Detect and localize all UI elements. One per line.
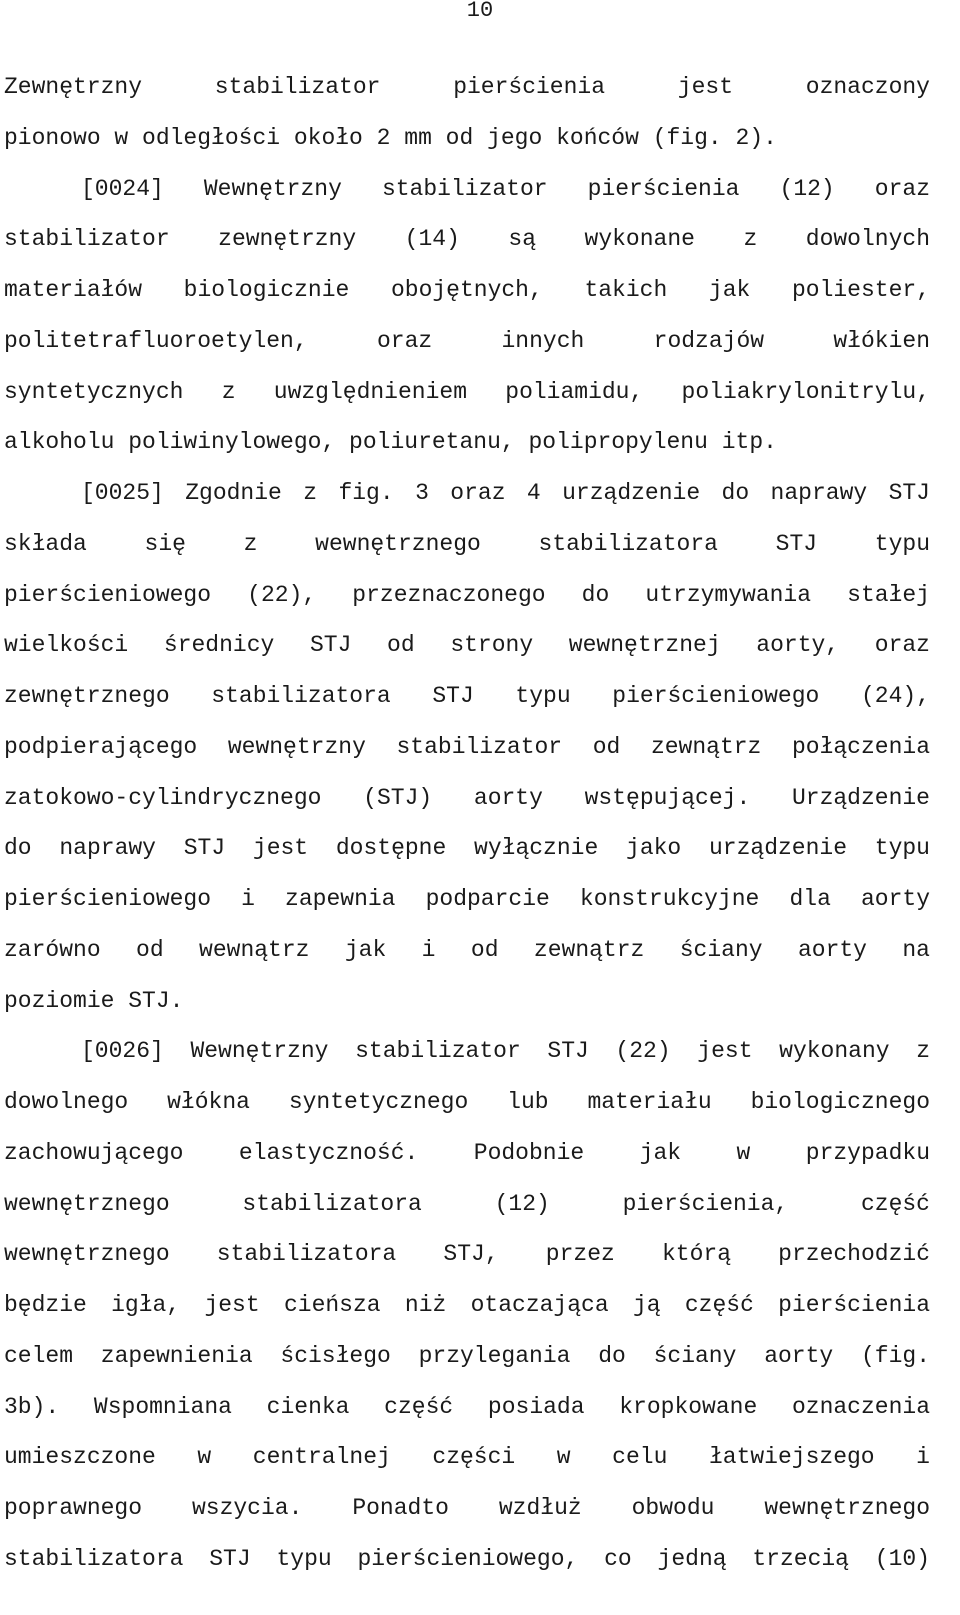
document-body (4, 62, 930, 1585)
text-line: do naprawy STJ jest dostępne wyłącznie jako urządzenie typu (4, 835, 930, 862)
text-line: zewnętrznego stabilizatora STJ typu pierścieniowego (24), (4, 683, 930, 709)
text-line: poziomie STJ. (4, 987, 184, 1014)
text-line: zarówno od wewnątrz jak i od zewnątrz ściany aorty na (4, 936, 930, 963)
text-line: wielkości średnicy STJ od strony wewnętrznej aorty, oraz (4, 632, 930, 659)
text-line: będzie igła, jest cieńsza niż otaczająca ją część pierścienia (4, 1292, 930, 1318)
text-line: materiałów biologicznie obojętnych, takich jak poliester, (4, 277, 930, 303)
text-line: podpierającego wewnętrzny stabilizator od zewnątrz połączenia (4, 733, 930, 760)
text-line: syntetycznych z uwzględnieniem poliamidu, poliakrylonitrylu, (4, 378, 930, 405)
text-line: pierścieniowego (22), przeznaczonego do utrzymywania stałej (4, 581, 930, 608)
text-line: zachowującego elastyczność. Podobnie jak w przypadku (4, 1139, 930, 1166)
text-line: [0024] Wewnętrzny stabilizator pierścienia (12) oraz (81, 175, 930, 202)
text-line: pionowo w odległości około 2 mm od jego końców (fig. 2). (4, 124, 777, 151)
text-line: Zewnętrzny stabilizator pierścienia jest oznaczony (4, 74, 930, 100)
text-line: stabilizatora STJ typu pierścieniowego, co jedną trzecią (10) (4, 1545, 930, 1572)
text-line: dowolnego włókna syntetycznego lub materiału biologicznego (4, 1089, 930, 1115)
text-line: alkoholu poliwinylowego, poliuretanu, polipropylenu itp. (4, 429, 777, 456)
text-line: celem zapewnienia ścisłego przylegania do ściany aorty (fig. (4, 1342, 930, 1369)
text-line: [0025] Zgodnie z fig. 3 oraz 4 urządzenie do naprawy STJ (81, 480, 930, 506)
text-line: składa się z wewnętrznego stabilizatora STJ typu (4, 530, 930, 557)
text-line: 3b). Wspomniana cienka część posiada kropkowane oznaczenia (4, 1393, 930, 1420)
text-line: politetrafluoroetylen, oraz innych rodzajów włókien (4, 327, 930, 354)
page-number: 10 (466, 0, 494, 23)
text-line: zatokowo-cylindrycznego (STJ) aorty wstępującej. Urządzenie (4, 784, 930, 811)
text-line: pierścieniowego i zapewnia podparcie konstrukcyjne dla aorty (4, 886, 930, 912)
text-line: poprawnego wszycia. Ponadto wzdłuż obwodu wewnętrznego (4, 1495, 930, 1521)
text-line: [0026] Wewnętrzny stabilizator STJ (22) jest wykonany z (81, 1038, 930, 1065)
text-line: umieszczone w centralnej części w celu łatwiejszego i (4, 1444, 930, 1471)
text-line: wewnętrznego stabilizatora (12) pierścienia, część (4, 1190, 930, 1217)
text-line: stabilizator zewnętrzny (14) są wykonane z dowolnych (4, 226, 930, 253)
text-line: wewnętrznego stabilizatora STJ, przez którą przechodzić (4, 1241, 930, 1268)
